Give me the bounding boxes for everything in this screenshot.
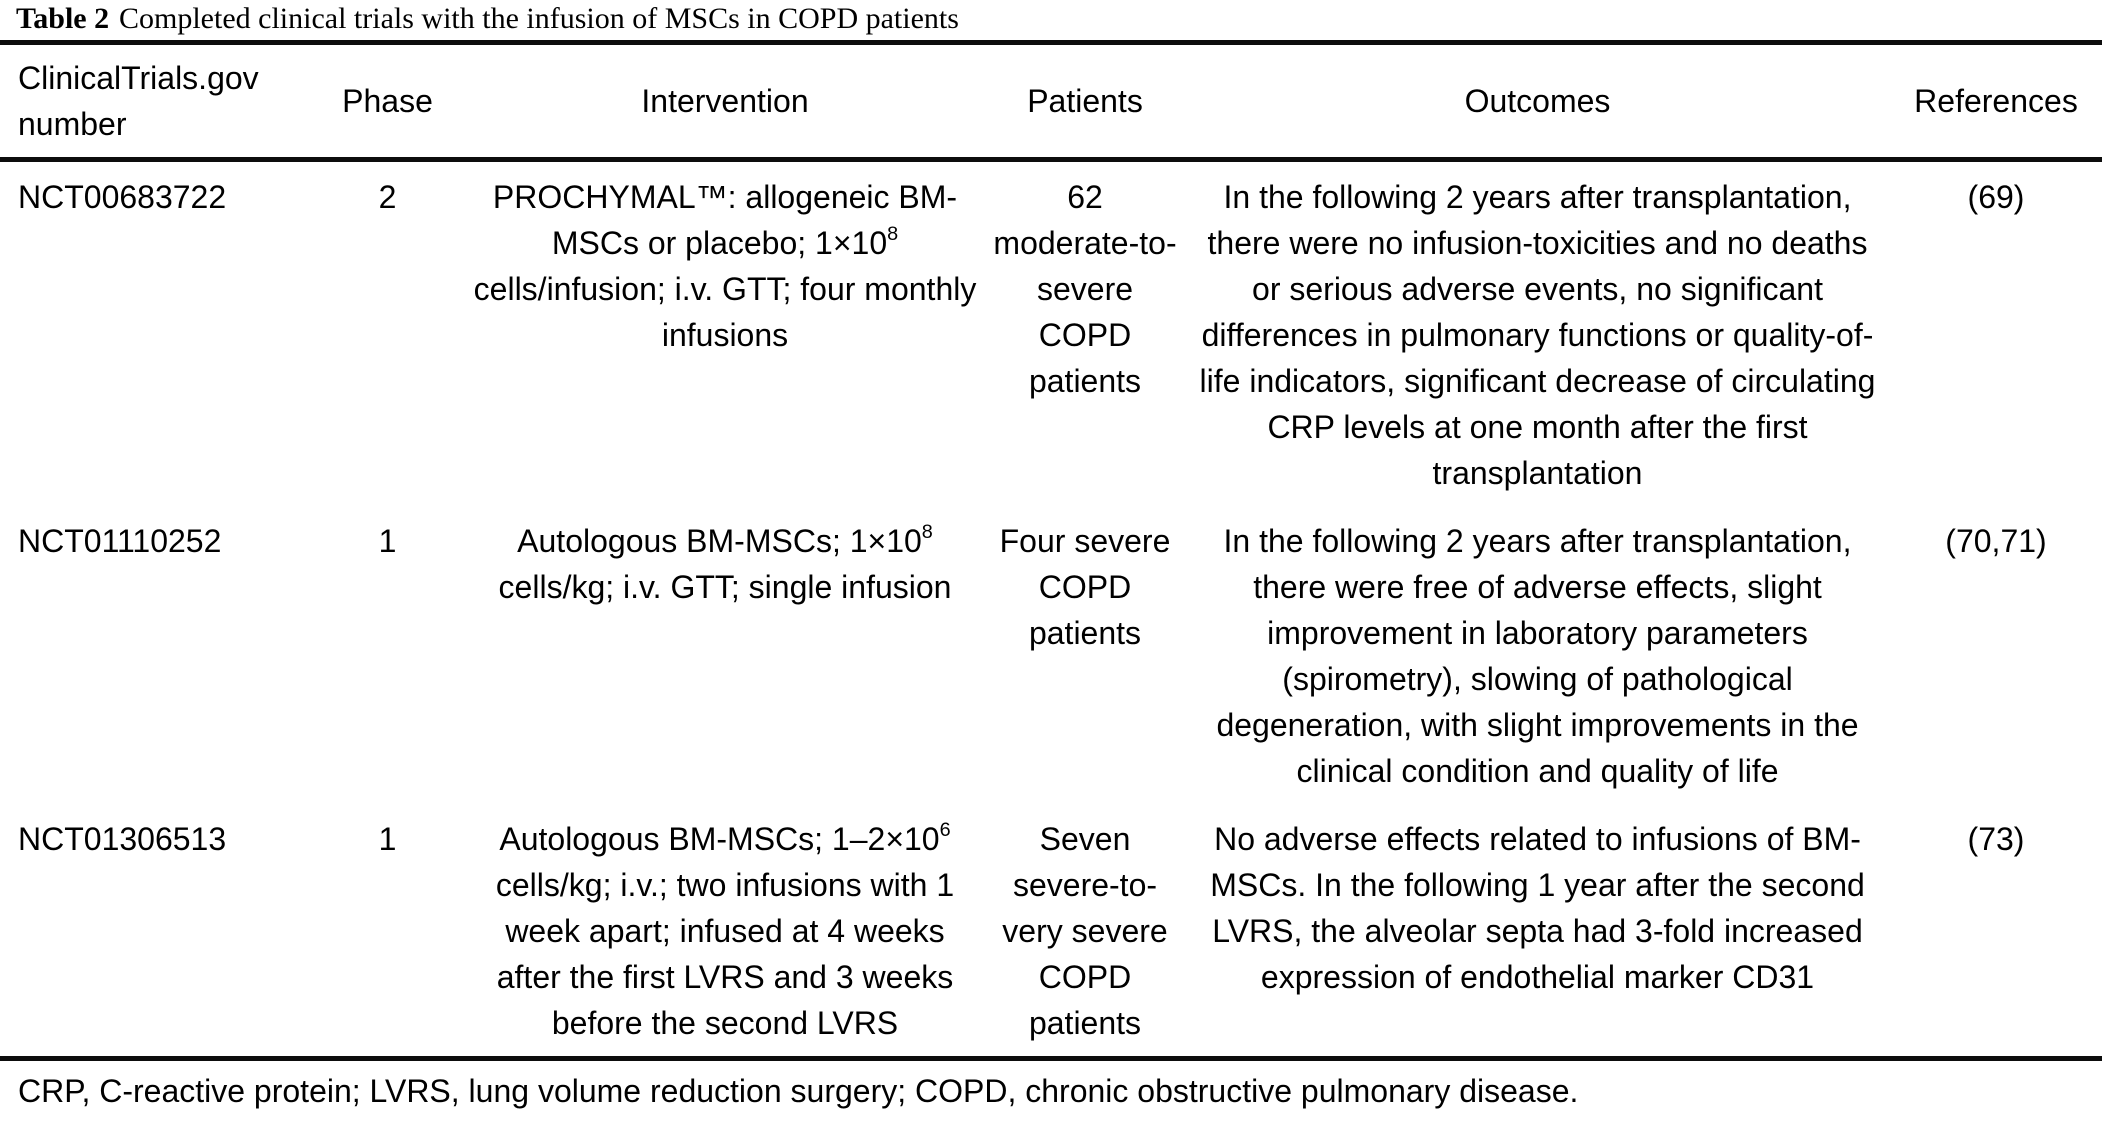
table-number-label: Table 2 — [16, 2, 110, 35]
column-header-references: References — [1890, 43, 2102, 160]
column-header-nct-number: ClinicalTrials.gov number — [0, 43, 310, 160]
patients-cell: Seven severe-to-very severe COPD patients — [985, 804, 1185, 1059]
column-header-patients: Patients — [985, 43, 1185, 160]
patients-cell: Four severe COPD patients — [999, 523, 1171, 651]
clinical-trials-table — [0, 40, 2102, 1061]
outcomes-cell: No adverse effects related to infusions of BM-MSCs. In the following 1 year after the second LVRS, the alveolar septa had 3-fold increased expression of endothelial marker CD31 — [1185, 804, 1890, 1059]
nct-number-cell: NCT01110252 — [18, 523, 222, 559]
header-row — [0, 43, 2102, 160]
column-header-intervention: Intervention — [465, 43, 985, 160]
abbreviations-footnote: CRP, C-reactive protein; LVRS, lung volume reduction surgery; COPD, chronic obstructive pulmonary disease. — [18, 1073, 1579, 1109]
phase-cell: 1 — [310, 804, 465, 1059]
column-header-phase: Phase — [310, 43, 465, 160]
intervention-cell: Autologous BM-MSCs; $1\times 10^8$ cells/kg; i.v. GTT; single infusion — [498, 520, 952, 605]
references-cell: (73) — [1890, 804, 2102, 1059]
nct-number-cell: NCT01306513 — [0, 804, 310, 1059]
outcomes-cell: In the following 2 years after transplantation, there were no infusion-toxicities and no deaths or serious adverse events, no significant differences in pulmonary functions or quality-of-life indicators, significant decrease of circulating CRP levels at one month after the first transplantation — [1199, 179, 1876, 491]
trial-row — [0, 804, 2102, 1059]
column-header-outcomes: Outcomes — [1185, 43, 1890, 160]
references-cell: (69) — [1967, 179, 2025, 215]
intervention-cell: Autologous BM-MSCs; $1-2\times 10^6$ cells/kg; i.v.; two infusions with 1 week apart; infused at 4 weeks after the first LVRS and 3 weeks before the second LVRS — [465, 804, 985, 1059]
trial-row — [0, 160, 2102, 507]
intervention-cell: PROCHYMAL™: allogeneic BM-MSCs or placebo; $1\times 10^8$ cells/infusion; i.v. GTT; four monthly infusions — [473, 179, 977, 353]
references-cell: (70,71) — [1945, 523, 2047, 559]
table-caption — [0, 0, 2102, 40]
nct-number-cell: NCT00683722 — [18, 179, 227, 215]
phase-cell: 1 — [378, 523, 397, 559]
outcomes-cell: In the following 2 years after transplantation, there were free of adverse effects, slight improvement in laboratory parameters (spirometry), slowing of pathological degeneration, with slight improvements in the clinical condition and quality of life — [1216, 523, 1859, 789]
phase-cell: 2 — [378, 179, 397, 215]
trial-row — [0, 506, 2102, 804]
table-caption-text: Completed clinical trials with the infusion of MSCs in COPD patients — [118, 2, 959, 35]
patients-cell: 62 moderate-to-severe COPD patients — [993, 179, 1177, 399]
